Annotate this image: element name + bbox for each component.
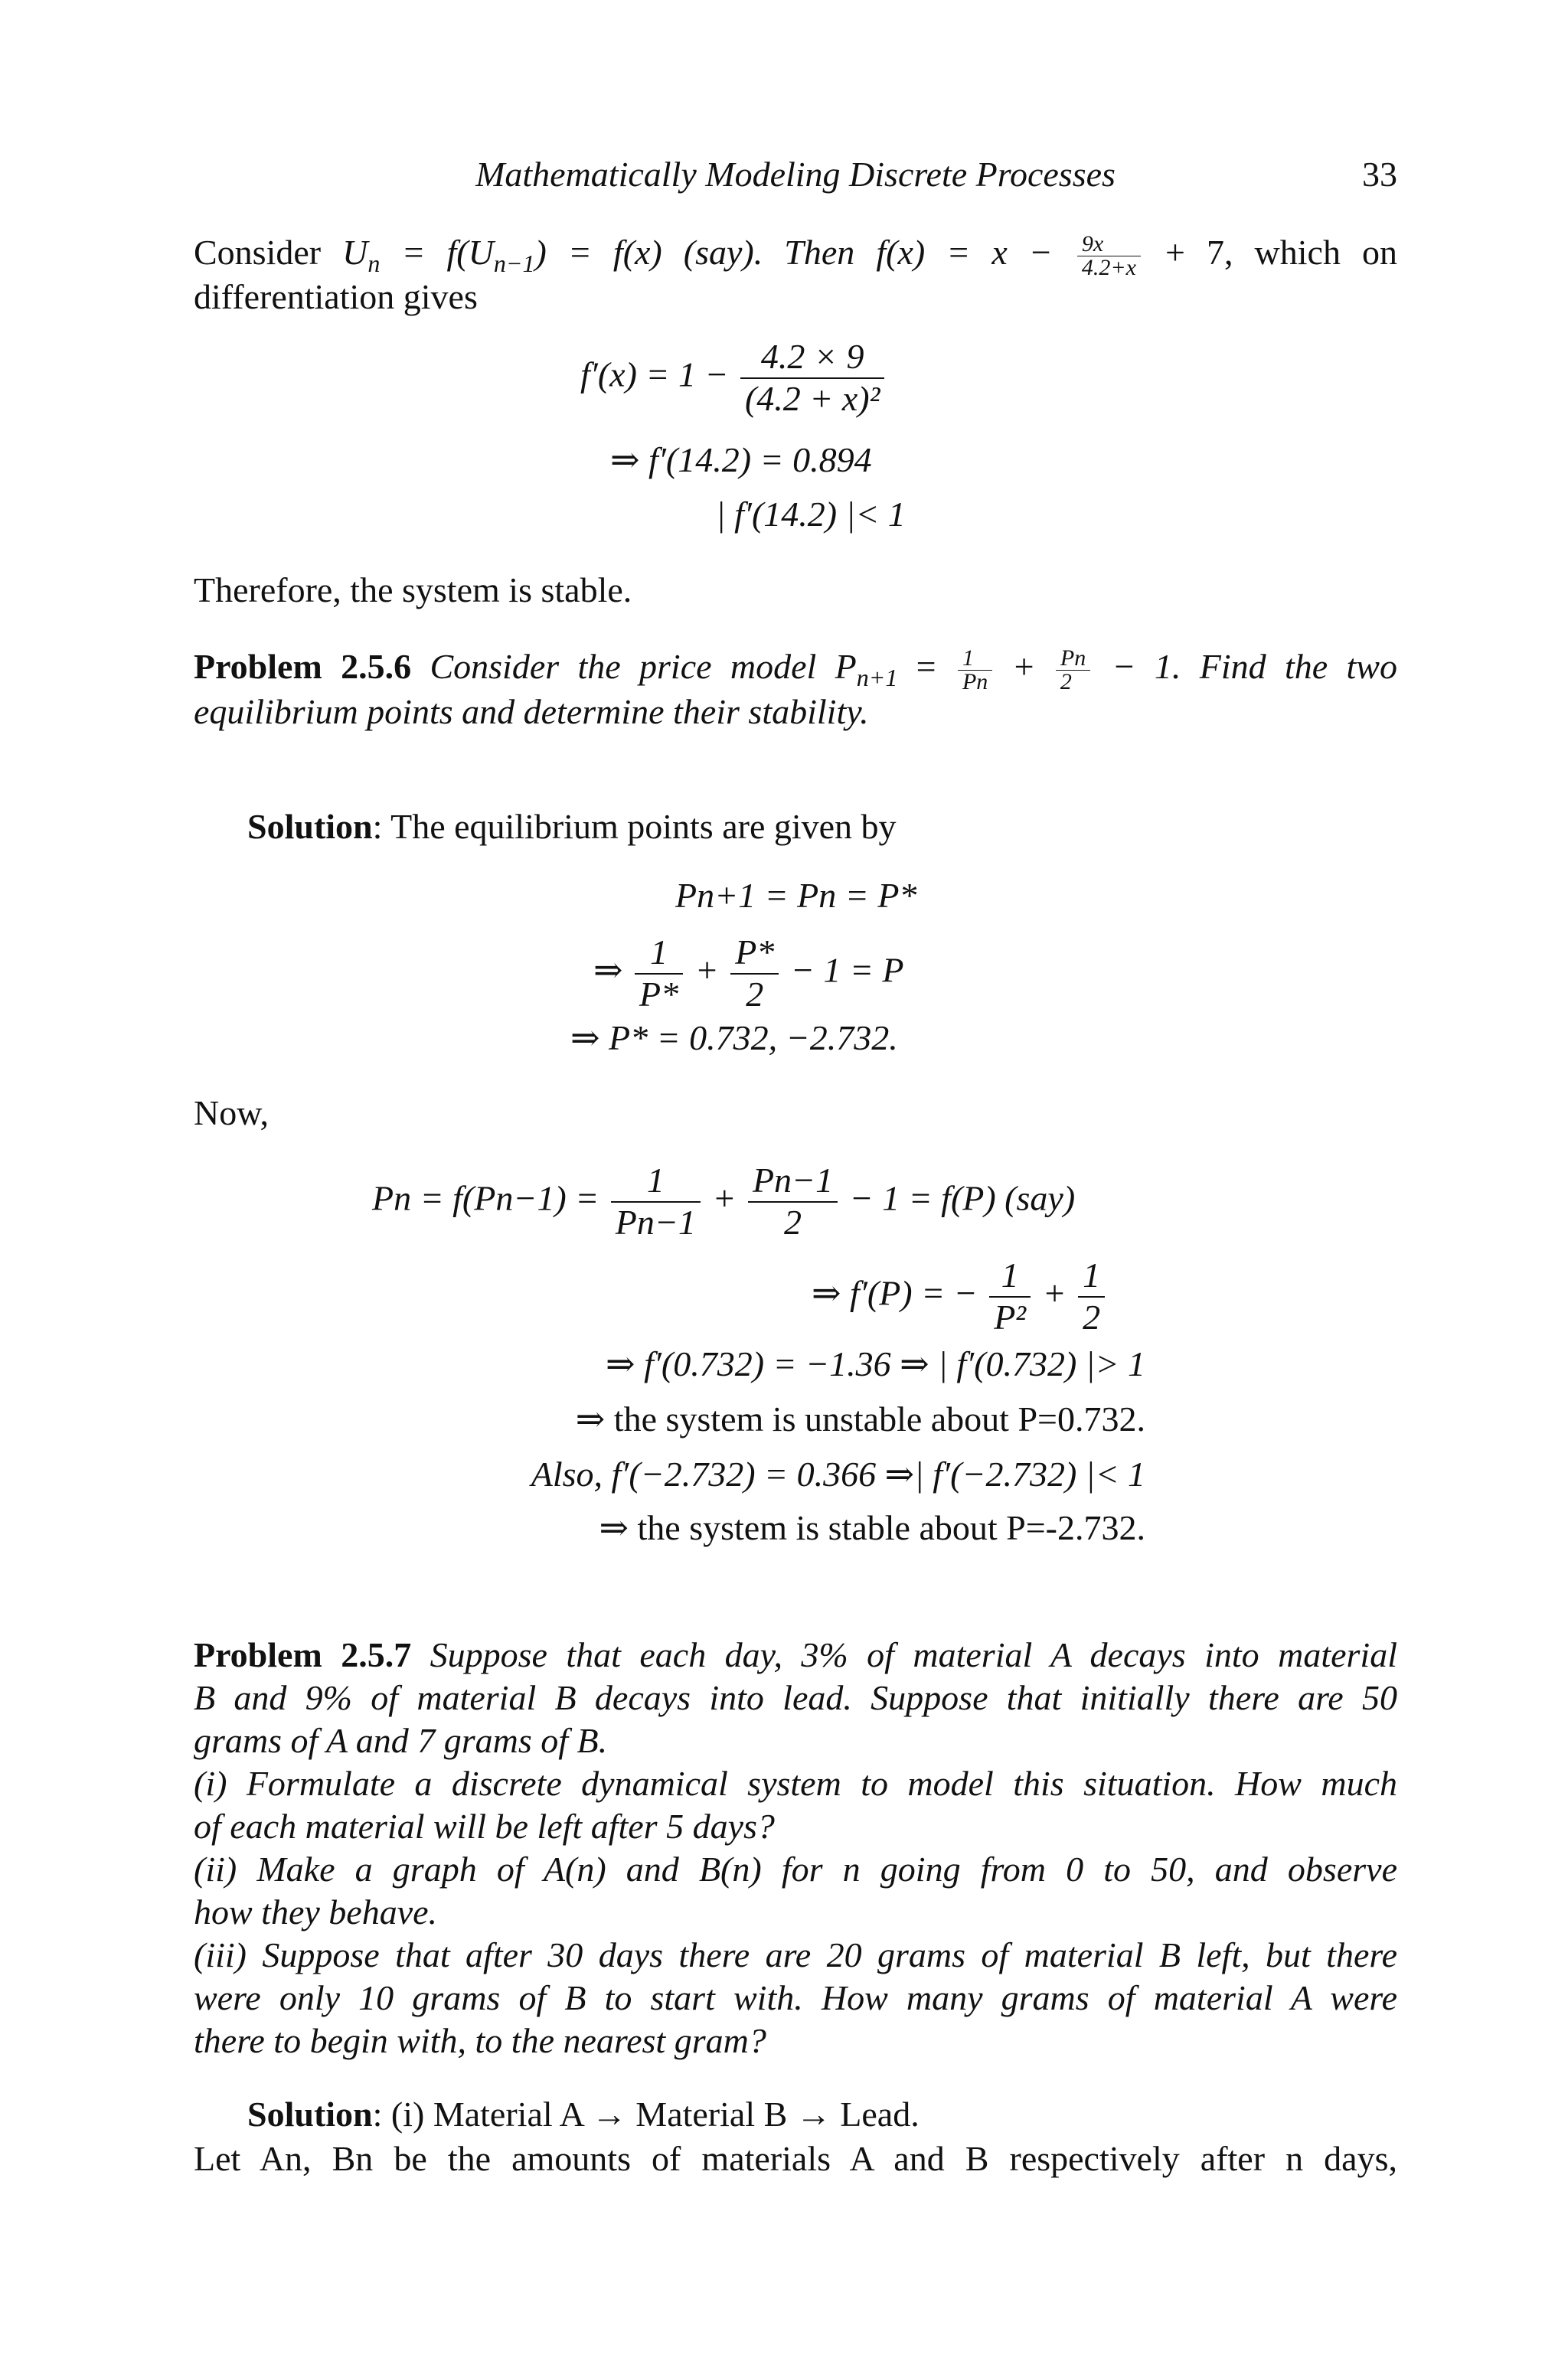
problem-2-5-7-line-2: B and 9% of material B decays into lead. Suppose that initially there are 50 xyxy=(194,1678,1397,1717)
problem-2-5-7-line-4: (i) Formulate a discrete dynamical system to model this situation. How much xyxy=(194,1764,1397,1803)
running-title: Mathematically Modeling Discrete Processes xyxy=(475,155,1116,194)
problem-2-5-7-line-8: (iii) Suppose that after 30 days there are 20 grams of material B left, but there xyxy=(194,1935,1397,1974)
fraction: $\frac{9x}{4.2+x}$ xyxy=(1077,233,1141,279)
solution-2-5-7-line-2: Let An, Bn be the amounts of materials A and B respectively after n days, xyxy=(194,2139,1397,2178)
intro-line-2: differentiation gives xyxy=(194,277,478,316)
fraction: $\frac{1}{\text{P²}}$ xyxy=(989,1256,1031,1338)
problem-2-5-7-line-3: grams of A and 7 grams of B. xyxy=(194,1721,608,1760)
fraction: $\frac{4.2 \times 9}{\text{(4.2 + x)²}}$ xyxy=(740,337,884,420)
problem-2-5-7-line-1: Problem 2.5.7 Suppose that each day, 3% of material A decays into material xyxy=(194,1635,1397,1674)
conclusion-stable: Therefore, the system is stable. xyxy=(194,570,632,609)
stability-check-1: ⇒ f′(0.732) = −1.36 ⇒ | f′(0.732) |> 1 xyxy=(606,1344,1145,1383)
page-header xyxy=(194,153,1397,199)
pn-function-equation: Pn = f(Pn−1) = $\frac{1}{Pn-1}$ + $\frac{Pn-1}{2}$ − 1 = f(P) (say) xyxy=(372,1161,1076,1242)
problem-2-5-7-line-10: there to begin with, to the nearest gram? xyxy=(194,2021,766,2060)
stability-check-2: Also, f′(−2.732) = 0.366 ⇒| f′(−2.732) |< 1 xyxy=(531,1455,1145,1494)
fraction: $\frac{1}{P*}$ xyxy=(635,932,683,1015)
equilibrium-fraction-equation: ⇒ $\frac{1}{P*}$ + $\frac{P*}{2}$ − 1 = P xyxy=(593,932,904,1014)
solution-2-5-7-line-1: Solution: (i) Material A → Material B → Lead. xyxy=(247,2095,920,2134)
solution-2-5-6-intro: Solution: The equilibrium points are given by xyxy=(247,807,897,846)
equation-fprime: f′(x) = 1 − $\frac{4.2 \times 9}{\text{(4.2 + x)²}}$ xyxy=(580,337,887,420)
problem-2-5-7-line-6: (ii) Make a graph of A(n) and B(n) for n going from 0 to 50, and observe xyxy=(194,1850,1397,1889)
fprime-p-equation: ⇒ f′(P) = − $\frac{1}{\text{P²}}$ + $\frac{1}{2}$ xyxy=(812,1256,1108,1338)
fraction: $\frac{Pn}{2}$ xyxy=(1056,647,1090,694)
intro-line-1: Consider $U_n = f(U_{n-1}) = f(x)$ (say). Then f(x) = x − $\frac{9x}{4.2+x}$ + 7, which on xyxy=(194,231,1398,280)
problem-2-5-7-line-9: were only 10 grams of B to start with. How many grams of material A were xyxy=(194,1978,1397,2017)
equilibrium-equation: Pn+1 = Pn = P* xyxy=(675,876,917,915)
fraction: $\frac{1}{Pn}$ xyxy=(958,647,992,694)
problem-2-5-6-line-2: equilibrium points and determine their stability. xyxy=(194,692,869,731)
fraction: $\frac{P*}{2}$ xyxy=(730,932,779,1015)
problem-2-5-7-line-5: of each material will be left after 5 days? xyxy=(194,1807,775,1846)
page-number: 33 xyxy=(1362,155,1397,194)
fraction: $\frac{Pn-1}{2}$ xyxy=(748,1161,838,1243)
equation-fprime-bound: | f′(14.2) |< 1 xyxy=(716,495,906,534)
problem-2-5-6-line-1: Problem 2.5.6 Consider the price model $P_{n+1}$ = $\frac{1}{Pn}$ + $\frac{Pn}{2}$ − 1. Find the two xyxy=(194,645,1397,694)
fraction: $\frac{1}{2}$ xyxy=(1078,1256,1105,1338)
equilibrium-values: ⇒ P* = 0.732, −2.732. xyxy=(570,1018,898,1057)
equation-fprime-value: ⇒ f′(14.2) = 0.894 xyxy=(610,440,872,479)
now-text: Now, xyxy=(194,1093,269,1132)
stable-conclusion: ⇒ the system is stable about P=-2.732. xyxy=(599,1508,1145,1547)
problem-2-5-7-line-7: how they behave. xyxy=(194,1892,438,1932)
fraction: $\frac{1}{Pn-1}$ xyxy=(611,1161,701,1243)
unstable-conclusion: ⇒ the system is unstable about P=0.732. xyxy=(575,1399,1145,1438)
